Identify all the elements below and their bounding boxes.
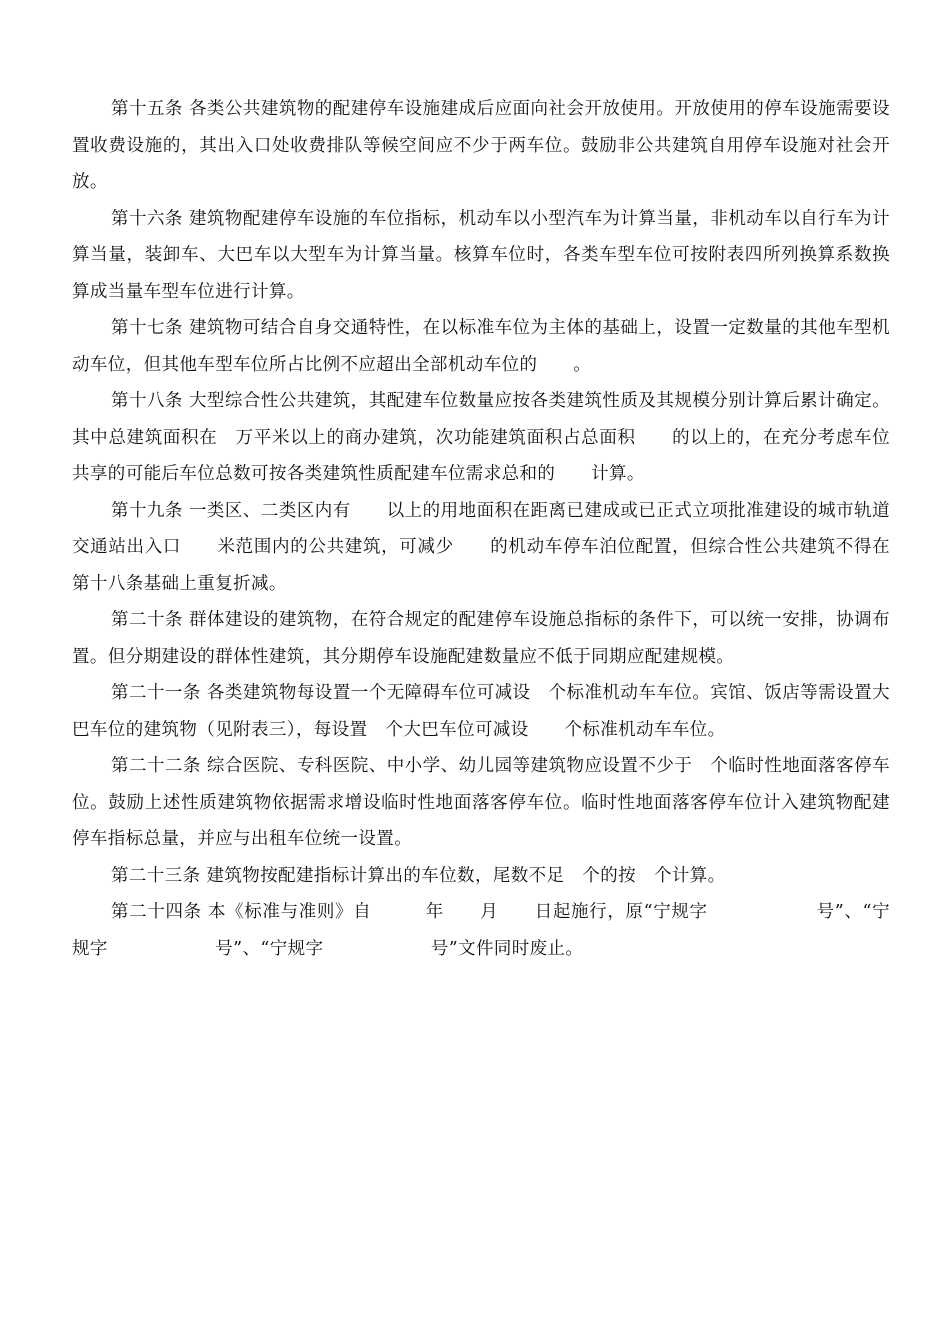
article-20-paragraph: 第二十条 群体建设的建筑物，在符合规定的配建停车设施总指标的条件下，可以统一安排，协调布置。但分期建设的群体性建筑，其分期停车设施配建数量应不低于同期应配建规模。 (72, 610, 890, 667)
article-15-paragraph: 第十五条 各类公共建筑物的配建停车设施建成后应面向社会开放使用。开放使用的停车设施需要设置收费设施的，其出入口处收费排队等候空间应不少于两车位。鼓励非公共建筑自用停车设施对社会开放。 (72, 99, 890, 192)
document-page (72, 91, 890, 967)
article-18-paragraph: 第十八条 大型综合性公共建筑，其配建车位数量应按各类建筑性质及其规模分别计算后累计确定。其中总建筑面积在 万平米以上的商办建筑，次功能建筑面积占总面积 的以上的，在充分考虑车位共享的可能后车位总数可按各类建筑性质配建车位需求总和的 计算。 (72, 391, 890, 484)
article-17-paragraph: 第十七条 建筑物可结合自身交通特性，在以标准车位为主体的基础上，设置一定数量的其他车型机动车位，但其他车型车位所占比例不应超出全部机动车位的 。 (72, 318, 890, 375)
article-21-paragraph: 第二十一条 各类建筑物每设置一个无障碍车位可减设 个标准机动车车位。宾馆、饭店等需设置大巴车位的建筑物（见附表三），每设置 个大巴车位可减设 个标准机动车车位。 (72, 683, 890, 740)
article-19-paragraph: 第十九条 一类区、二类区内有 以上的用地面积在距离已建成或已正式立项批准建设的城市轨道交通站出入口 米范围内的公共建筑，可减少 的机动车停车泊位配置，但综合性公共建筑不得在第十八条基础上重复折减。 (72, 500, 890, 594)
article-22-paragraph: 第二十二条 综合医院、专科医院、中小学、幼儿园等建筑物应设置不少于 个临时性地面落客停车位。鼓励上述性质建筑物依据需求增设临时性地面落客停车位。临时性地面落客停车位计入建筑物配建停车指标总量，并应与出租车位统一设置。 (72, 756, 890, 849)
article-24-paragraph: 第二十四条 本《标准与准则》自 年 月 日起施行，原“宁规字 号”、“宁规字 号”、“宁规字 号”文件同时废止。 (72, 902, 890, 959)
article-23-paragraph: 第二十三条 建筑物按配建指标计算出的车位数，尾数不足 个的按 个计算。 (111, 865, 726, 886)
article-16-paragraph: 第十六条 建筑物配建停车设施的车位指标，机动车以小型汽车为计算当量，非机动车以自行车为计算当量，装卸车、大巴车以大型车为计算当量。核算车位时，各类车型车位可按附表四所列换算系数换算成当量车型车位进行计算。 (72, 208, 890, 302)
